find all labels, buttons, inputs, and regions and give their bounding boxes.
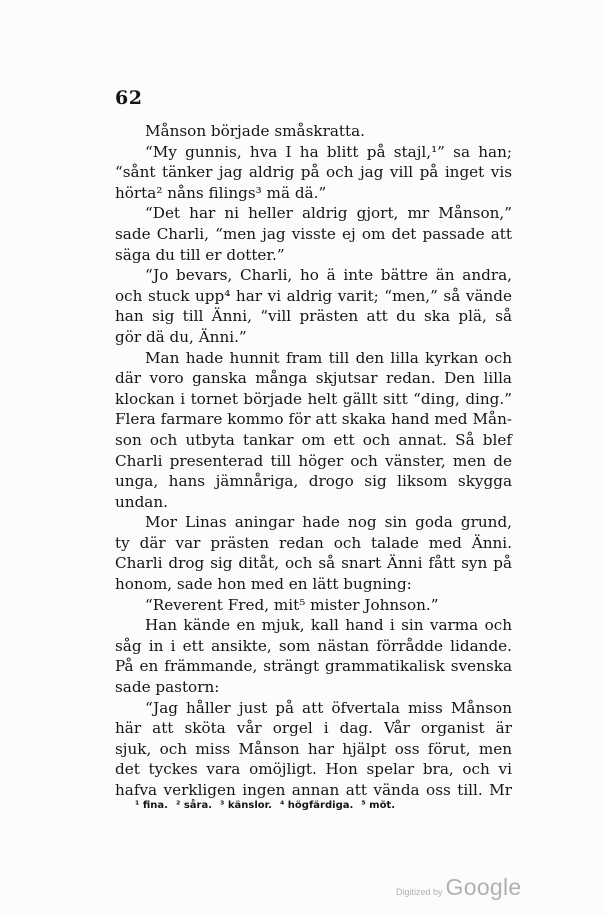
text-line: det tyckes vara omöjligt. Hon spelar bra, och vi — [115, 760, 512, 779]
text-line: där voro ganska många skjutsar redan. Den lilla — [115, 369, 512, 388]
text-line: Flera farmare kommo för att skaka hand med Mån- — [115, 410, 512, 429]
text-line: gör dä du, Änni.” — [115, 327, 247, 346]
footnote: ¹ fina. — [135, 800, 168, 811]
text-line: Månson började småskratta. — [145, 122, 366, 140]
text-line: han sig till Änni, “vill prästen att du ska plä, så — [115, 307, 512, 326]
text-line: son och utbyta tankar om ett och annat. Så blef — [115, 430, 512, 449]
text-line: Man hade hunnit fram till den lilla kyrkan och — [145, 348, 512, 367]
text-line: honom, sade hon med en lätt bugning: — [115, 575, 412, 594]
footnote: ⁵ möt. — [361, 800, 396, 811]
text-line: sjuk, och miss Månson har hjälpt oss förut, men — [115, 739, 512, 758]
text-line: På en främmande, strängt grammatikalisk svenska — [115, 657, 512, 676]
footnotes — [135, 800, 435, 811]
text-line: “Jo bevars, Charli, ho ä inte bättre än andra, — [145, 266, 512, 285]
watermark-google-logo: Google — [445, 874, 522, 900]
footnote: ⁴ högfärdiga. — [279, 800, 354, 811]
text-line: Mor Linas aningar hade nog sin goda grund, — [145, 513, 512, 532]
watermark-small-text: Digitized by — [396, 887, 443, 897]
text-line: sade pastorn: — [115, 678, 220, 697]
text-line: Charli drog sig ditåt, och så snart Änni fått syn på — [115, 554, 512, 573]
footnote: ² såra. — [175, 800, 212, 811]
text-line: hafva verkligen ingen annan att vända oss till. Mr — [115, 781, 512, 799]
text-line: hörta² nåns filings³ mä dä.” — [115, 183, 327, 202]
text-line: klockan i tornet började helt gällt sitt “ding, ding.” — [115, 389, 512, 408]
body-text — [115, 121, 512, 801]
text-line: säga du till er dotter.” — [115, 245, 285, 264]
text-line: “Reverent Fred, mit⁵ mister Johnson.” — [145, 595, 439, 614]
text-line: undan. — [115, 492, 168, 511]
text-line: “My gunnis, hva I ha blitt på stajl,¹” sa han; — [145, 142, 512, 161]
page-number: 62 — [115, 87, 143, 109]
text-line: unga, hans jämnåriga, drogo sig liksom skygga — [115, 472, 512, 491]
text-line: ty där var prästen redan och talade med Änni. — [115, 533, 512, 552]
footnote: ³ känslor. — [220, 800, 272, 811]
text-line: och stuck upp⁴ har vi aldrig varit; “men,” så vände — [115, 286, 512, 305]
text-line: “Jag håller just på att öfvertala miss Månson — [145, 698, 512, 717]
text-line: Han kände en mjuk, kall hand i sin varma och — [145, 616, 512, 635]
text-line: “Det har ni heller aldrig gjort, mr Månson,” — [145, 204, 512, 223]
digitized-by-google-watermark — [396, 874, 522, 901]
text-line: Charli presenterad till höger och vänster, men de — [115, 451, 512, 470]
text-line: här att sköta vår orgel i dag. Vår organist är — [115, 719, 512, 738]
text-line: sade Charli, “men jag visste ej om det passade att — [115, 224, 512, 243]
text-line: såg in i ett ansikte, som nästan förrådde lidande. — [115, 636, 512, 655]
text-line: “sånt tänker jag aldrig på och jag vill på inget vis — [115, 163, 512, 182]
